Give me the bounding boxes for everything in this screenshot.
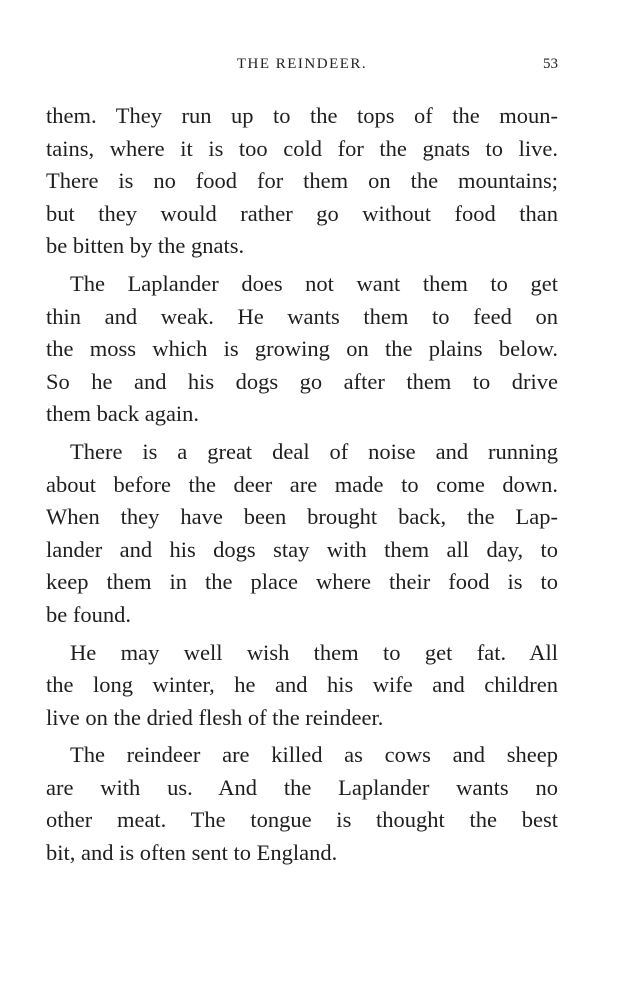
paragraph-4 <box>46 637 558 735</box>
text-line: live on the dried flesh of the reindeer. <box>46 704 384 730</box>
text-line: The Laplander does not want them to get <box>70 270 558 296</box>
text-line: bit, and is often sent to England. <box>46 840 338 866</box>
running-title: THE REINDEER. <box>236 56 368 72</box>
text-line: but they would rather go without food than <box>46 200 558 226</box>
paragraph-2 <box>46 268 558 431</box>
text-line: So he and his dogs go after them to drive <box>46 368 558 394</box>
paragraph-3 <box>46 436 558 632</box>
text-line: The reindeer are killed as cows and sheep <box>70 742 558 768</box>
paragraph-1 <box>46 100 558 263</box>
text-line: the moss which is growing on the plains below. <box>46 336 558 362</box>
running-header <box>46 56 558 78</box>
text-line: the long winter, he and his wife and children <box>46 672 558 698</box>
text-line: When they have been brought back, the Lap- <box>46 504 558 530</box>
paragraph-5 <box>46 739 558 869</box>
text-line: are with us. And the Laplander wants no <box>46 774 558 800</box>
body-text <box>46 100 558 875</box>
page-number: 53 <box>543 56 558 72</box>
text-line: them back again. <box>46 401 200 427</box>
text-line: them. They run up to the tops of the moun- <box>46 103 558 128</box>
text-line: be found. <box>46 601 131 627</box>
text-line: He may well wish them to get fat. All <box>70 639 558 665</box>
text-line: There is a great deal of noise and running <box>70 438 558 464</box>
text-line: be bitten by the gnats. <box>46 233 245 259</box>
text-line: thin and weak. He wants them to feed on <box>46 303 558 329</box>
text-line: There is no food for them on the mountains; <box>46 168 558 194</box>
text-line: tains, where it is too cold for the gnats to live. <box>46 135 558 161</box>
text-line: keep them in the place where their food is to <box>46 569 558 595</box>
text-line: other meat. The tongue is thought the best <box>46 807 558 833</box>
text-line: lander and his dogs stay with them all day, to <box>46 536 558 562</box>
text-line: about before the deer are made to come down. <box>46 471 558 497</box>
